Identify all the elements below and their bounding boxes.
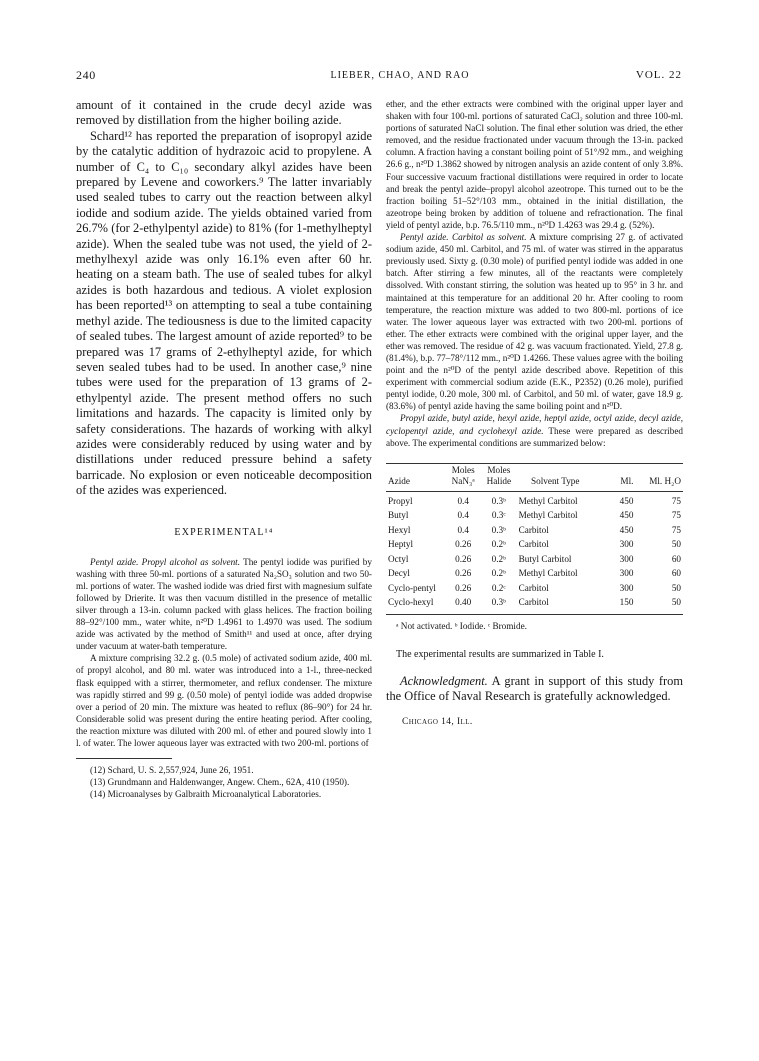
table-cell: 300	[619, 553, 634, 564]
table-row	[386, 491, 683, 509]
table-header-cell: Azide	[386, 463, 445, 491]
table-cell: 0.3ᵇ	[481, 596, 517, 614]
table-cell: 0.4	[457, 524, 469, 535]
table-cell: Cyclo-pentyl	[388, 582, 436, 593]
table-cell: Carbitol	[517, 596, 594, 614]
table-header-row	[386, 463, 683, 491]
table-header-cell: Ml. H₂O	[635, 463, 683, 491]
table-cell: 0.26	[455, 539, 472, 550]
table-cell: 300	[619, 539, 634, 550]
table-cell: Carbitol	[518, 539, 549, 550]
paragraph	[386, 412, 683, 448]
conditions-table	[386, 463, 683, 615]
table-cell: Propyl	[388, 495, 413, 506]
table-cell: 0.3ᵇ	[491, 495, 506, 506]
table-row	[386, 538, 683, 553]
footnote: (14) Microanalyses by Galbraith Microanalytical Laboratories.	[90, 789, 322, 800]
table-footnote: ᵃ Not activated. ᵇ Iodide. ᶜ Bromide.	[396, 620, 527, 631]
table-cell: 0.3ᵇ	[491, 524, 506, 535]
left-column	[76, 98, 372, 800]
paragraph-run-in-title: Pentyl azide. Carbitol as solvent.	[400, 232, 527, 243]
acknowledgment	[386, 674, 683, 705]
table-cell: Cyclo-hexyl	[386, 596, 445, 614]
table-header-cell: Solvent Type	[517, 463, 594, 491]
table-cell: 150	[594, 596, 636, 614]
right-column	[386, 98, 683, 727]
table-cell: 0.2ᵇ	[491, 568, 506, 579]
table-cell: 50	[671, 539, 681, 550]
paragraph-run-in-title: Propyl azide, butyl azide, hexyl azide, heptyl azide, octyl azide, decyl azide, cyclopentyl azide, and cyclohexyl azide.	[386, 413, 683, 436]
acknowledgment-body: A grant in support of this study from the Office of Naval Research is gratefully acknowledged.	[386, 673, 683, 704]
paragraph: amount of it contained in the crude decyl azide was removed by distillation from the higher boiling azide.	[76, 98, 372, 128]
table-cell: Methyl Carbitol	[518, 568, 578, 579]
table-header-cell: Moles NaN₃ᵃ	[445, 463, 481, 491]
table-cell: 0.2ᵇ	[491, 539, 506, 550]
acknowledgment-title: Acknowledgment.	[400, 673, 488, 688]
table-cell: 75	[671, 510, 681, 521]
table-cell: Methyl Carbitol	[518, 495, 578, 506]
page-number: 240	[76, 68, 96, 82]
table-cell: 0.26	[455, 553, 472, 564]
paragraph	[76, 556, 372, 653]
table-cell: Carbitol	[518, 524, 549, 535]
table-cell: 0.4	[457, 510, 469, 521]
footnote-rule	[76, 758, 172, 759]
table-cell: 0.4	[457, 495, 469, 506]
table-cell: 0.26	[455, 568, 472, 579]
paragraph: The experimental results are summarized in Table I.	[396, 648, 604, 660]
table-cell: 0.26	[455, 582, 472, 593]
table-row	[386, 524, 683, 539]
table-cell: 0.3ᶜ	[491, 510, 506, 521]
running-head-authors: LIEBER, CHAO, AND RAO	[330, 70, 470, 81]
paragraph-body: The pentyl iodide was purified by washing with three 50-ml. portions of a saturated Na₂SO₃ solution and two 50-ml. portions of water. The washed iodide was dried first with magnesium sulfate followed by Drierite. It was then vacuum distilled in the presence of metallic silver through a 13-in. column packed with glass helices. The fraction boiling 88–92°/100 mm., water white, n²⁰D 1.4961 to 1.4970 was used. The sodium azide was activated by the method of Smith¹¹ and used at once, after drying under vacuum at water-bath temperature.	[76, 556, 372, 652]
table-cell: 60	[671, 553, 681, 564]
footnote: (12) Schard, U. S. 2,557,924, June 26, 1951.	[90, 765, 254, 776]
table-cell: 50	[671, 582, 681, 593]
table-cell: Heptyl	[388, 539, 414, 550]
author-address: Chicago 14, Ill.	[402, 716, 473, 727]
table-header-cell: Ml.	[594, 463, 636, 491]
table-cell: 0.40	[445, 596, 481, 614]
section-heading-experimental: EXPERIMENTAL¹⁴	[174, 526, 274, 538]
table-cell: Hexyl	[388, 524, 411, 535]
table-cell: 300	[619, 582, 634, 593]
table-cell: Carbitol	[518, 582, 549, 593]
table-row	[386, 553, 683, 568]
table-cell: Decyl	[388, 568, 410, 579]
paragraph: Schard¹² has reported the preparation of isopropyl azide by the catalytic addition of hydrazoic acid to propylene. A number of C₄ to C₁₀ secondary alkyl azides have been prepared by Levene and coworkers.⁹ The latter invariably used sealed tubes to carry out the reaction between alkyl iodide and sodium azide. The yields obtained varied from 26.7% (for 2-ethylpentyl azide) to 81% (for 1-methylheptyl azide). When the sealed tube was not used, the yield of 2-methylhexyl azide was only 16.1% even after 60 hr. heating on a steam bath. The use of sealed tubes for alkyl azides is both hazardous and tedious. A violet explosion has been reported¹³ on attempting to seal a tube containing methyl azide. The tediousness is due to the limited capacity of sealed tubes. The largest amount of azide reported⁹ to be prepared was 17 grams of 2-ethylheptyl azide, for which seven sealed tubes had to be used. In another case,⁹ nine tubes were used for the preparation of 13 grams of 2-ethylpentyl azide. The present method offers no such limitations and hazards. The capacity is limited only by safety considerations. The hazards of working with alkyl azides were considerably reduced by using water and by distillations under reduced pressure behind a safety barricade. No explosion or even noticeable decomposition of the azides was experienced.	[76, 128, 372, 498]
table-row	[386, 567, 683, 582]
paragraph: ether, and the ether extracts were combined with the original upper layer and shaken with four 100-ml. portions of saturated CaCl₂ solution and three 100-ml. portions of saturated NaCl solution. The final ether solution was dried, the ether removed, and the residue fractionated under vacuum through the 13-in. packed column. A fraction having a constant boiling point of 51°/92 mm., and weighing 26.6 g., n²⁰D 1.3862 showed by nitrogen analysis an azide content of only 3.8%. Four successive vacuum fractional distillations were required in order to locate and break the pentyl azide–propyl alcohol azeotrope. This turned out to be the fraction boiling 51–52°/103 mm., obtained in the initial distillation, the azeotrope being broken by addition of toluene and refractionation. The final yield of pentyl azide, b.p. 76.5/110 mm., n²⁰D 1.4263 was 29.4 g. (52%).	[386, 99, 683, 230]
table-cell: Butyl Carbitol	[518, 553, 572, 564]
table-cell: 50	[635, 596, 683, 614]
table-cell: 300	[619, 568, 634, 579]
paragraph: A mixture comprising 32.2 g. (0.5 mole) of activated sodium azide, 400 ml. of propyl alcohol, and 80 ml. water was introduced into a 1-l., three-necked flask equipped with a stirrer, thermometer, and reflux condenser. The mixture was rapidly stirred and 99 g. (0.50 mole) of pentyl iodide was added dropwise over a period of 20 min. The mixture was heated to reflux (86–90°) for 24 hr. Considerable solid was present during the entire heating period. After cooling, the reaction mixture was diluted with 200 ml. of ether and poured slowly into 1 l. of water. The lower aqueous layer was extracted with two 200-ml. portions of	[76, 653, 372, 748]
table-row	[386, 509, 683, 524]
table-cell: 0.2ᵇ	[491, 553, 506, 564]
table-cell: 450	[619, 495, 634, 506]
paragraph	[386, 231, 683, 412]
table-cell: 450	[619, 510, 634, 521]
table-cell: 450	[619, 524, 634, 535]
paragraph-body: These were prepared as described above. The experimental conditions are summarized below:	[386, 425, 683, 448]
table-cell: 75	[671, 495, 681, 506]
table-row	[386, 596, 683, 614]
table-header-cell: Moles Halide	[481, 463, 517, 491]
running-head-volume: VOL. 22	[635, 69, 682, 81]
table-row	[386, 582, 683, 597]
paragraph-run-in-title: Pentyl azide. Propyl alcohol as solvent.	[90, 556, 241, 567]
table-cell: Octyl	[388, 553, 409, 564]
table-cell: Methyl Carbitol	[518, 510, 578, 521]
table-cell: Butyl	[388, 510, 409, 521]
table-cell: 60	[671, 568, 681, 579]
footnote: (13) Grundmann and Haldenwanger, Angew. Chem., 62A, 410 (1950).	[90, 777, 350, 788]
table-cell: 0.2ᶜ	[491, 582, 506, 593]
table-cell: 75	[671, 524, 681, 535]
paragraph-body: A mixture comprising 27 g. of activated sodium azide, 450 ml. Carbitol, and 75 ml. of water was stirred in the apparatus previously used. Sixty g. (0.30 mole) of purified pentyl iodide was added in one batch. After stirring a few minutes, all of the reactants were completely dissolved. With constant stirring, the solution was heated up to 95° in 3 hr. and maintained at this temperature for an additional 20 hr. After cooling to room temperature, the reaction mixture was added to two 800-ml. portions of ice water. The lower aqueous layer was extracted with two 200-ml. portions of ether. The ether extracts were combined with the original upper layer, and the ether was removed. The residue of 42 g. was vacuum fractionated. Yield, 27.8 g. (81.4%), b.p. 77–78°/112 mm., n²⁰D 1.4266. These values agree with the boiling point and the n²⁰D of the pentyl azide described above. Repetition of this experiment with commercial sodium azide (E.K., P2352) (0.26 mole), purified pentyl iodide, 0.20 mole, 300 ml. of Carbitol, and 50 ml. of water, gave 18.9 g. (83.6%) of pentyl azide having the same boiling point and n²⁰D.	[386, 232, 683, 412]
